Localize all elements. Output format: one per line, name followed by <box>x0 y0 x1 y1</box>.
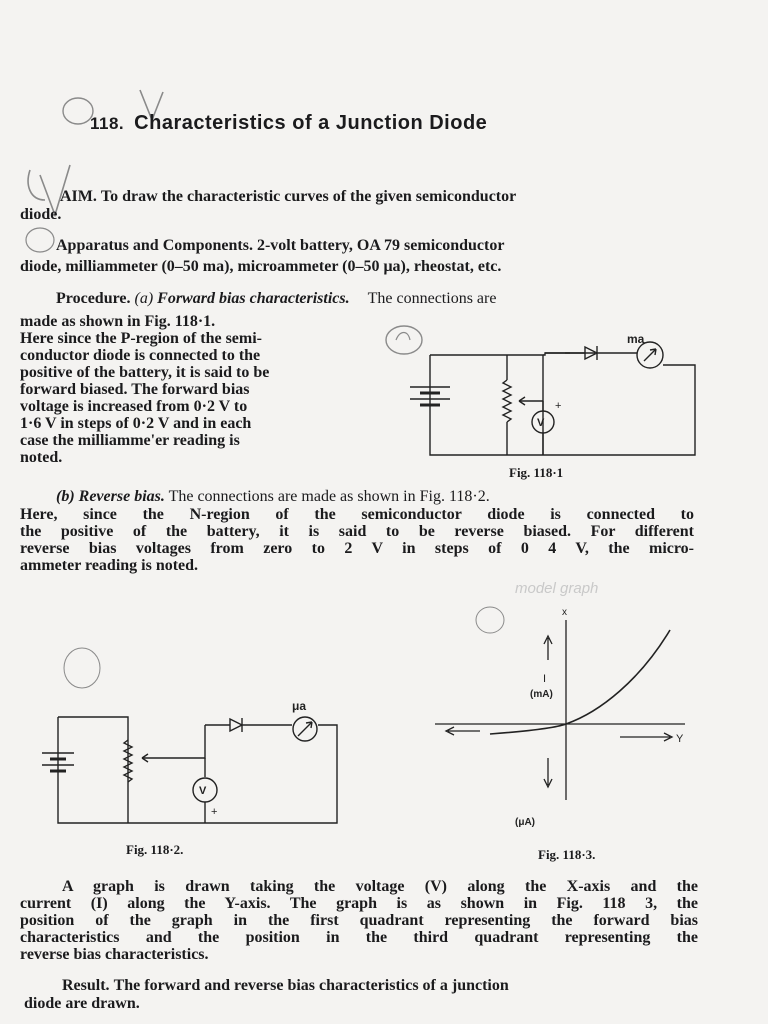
page-title <box>90 112 487 135</box>
reverse-line: the positive of the battery, it is said to be reverse biased. For different <box>20 523 694 540</box>
right-arrow <box>620 733 672 741</box>
reverse-subtitle: Reverse bias. <box>78 488 165 505</box>
characteristic-curve <box>490 630 670 734</box>
diode-icon <box>230 719 242 731</box>
aim-label: AIM. <box>60 188 97 205</box>
graph-paragraph <box>20 878 698 963</box>
apparatus-line-2: diode, milliammeter (0–50 ma), microammeter (0–50 μa), rheostat, etc. <box>20 258 502 275</box>
svg-text:+: + <box>555 400 562 412</box>
procedure-line-1: Procedure. (a) Forward bias characteristics. The connections are <box>56 290 497 307</box>
circle-mark-title <box>63 98 93 124</box>
procedure-line: voltage is increased from 0·2 V to <box>20 398 248 415</box>
graph-label-y: Y <box>676 733 684 745</box>
procedure-line: positive of the battery, it is said to be <box>20 364 270 381</box>
result-line-1: Result. The forward and reverse bias characteristics of a junction <box>62 977 509 994</box>
graph-label-i: I <box>543 673 547 685</box>
graph-line: reverse bias characteristics. <box>20 946 209 963</box>
aim-line-1 <box>60 188 690 205</box>
circle-mark-fig2 <box>64 648 100 688</box>
circle-mark-apparatus <box>26 228 54 252</box>
result-label: Result. <box>62 977 110 994</box>
graph-line: characteristics and the position in the third quadrant representing the <box>20 929 698 946</box>
procedure-line: noted. <box>20 449 63 466</box>
reverse-body <box>20 506 694 574</box>
left-arrow <box>446 727 480 735</box>
section-number: 118. <box>90 114 125 133</box>
fig-118-1-circuit <box>395 325 705 470</box>
procedure-label: Procedure. <box>56 290 131 307</box>
procedure-line: Here since the P-region of the semi- <box>20 330 263 347</box>
apparatus-line-1 <box>56 237 692 254</box>
fig1-ma-label: ma <box>627 332 645 346</box>
result-line-2: diode are drawn. <box>24 995 140 1012</box>
aim-text: To draw the characteristic curves of the given semiconductor <box>100 188 517 205</box>
graph-label-ma: (mA) <box>530 689 553 700</box>
graph-label-ua: (μA) <box>515 817 535 828</box>
aim-line-2: diode. <box>20 206 62 223</box>
pencil-note: model graph <box>515 580 599 597</box>
fig-118-1-caption: Fig. 118·1 <box>509 465 564 480</box>
procedure-body <box>20 313 372 466</box>
svg-text:+: + <box>211 806 218 818</box>
procedure-line: forward biased. The forward bias <box>20 381 250 398</box>
procedure-line: 1·6 V in steps of 0·2 V and in each <box>20 415 252 432</box>
fig-118-3-graph <box>430 600 710 835</box>
title-text: Characteristics of a Junction Diode <box>134 112 488 134</box>
fig-118-2-caption: Fig. 118·2. <box>126 842 184 857</box>
fig-118-2-circuit <box>30 695 350 835</box>
procedure-line: case the milliamme'er reading is <box>20 432 240 449</box>
graph-line: current (I) along the Y-axis. The graph is as shown in Fig. 118 3, the <box>20 895 698 912</box>
fig2-ua-label: μa <box>292 699 307 713</box>
reverse-line: Here, since the N-region of the semiconductor diode is connected to <box>20 506 694 523</box>
graph-line: position of the graph in the first quadrant representing the forward bias <box>20 912 698 929</box>
fig2-v-label: V <box>199 785 207 797</box>
reverse-line-1: (b) Reverse bias. The connections are made as shown in Fig. 118·2. <box>56 488 490 505</box>
apparatus-text: 2-volt battery, OA 79 semiconductor <box>256 237 505 254</box>
rheostat-icon <box>503 380 511 422</box>
reverse-line: ammeter reading is noted. <box>20 557 199 574</box>
procedure-line: conductor diode is connected to the <box>20 347 261 364</box>
procedure-line: made as shown in Fig. 118·1. <box>20 313 216 330</box>
graph-label-x: x <box>562 607 567 618</box>
procedure-subtitle: Forward bias characteristics. <box>157 290 350 307</box>
graph-line: A graph is drawn taking the voltage (V) along the X-axis and the <box>62 878 698 895</box>
fig-118-3-caption: Fig. 118·3. <box>538 847 596 862</box>
apparatus-label: Apparatus and Components. <box>56 237 253 254</box>
down-arrow <box>544 758 552 787</box>
fig1-v-label: V <box>537 417 545 429</box>
up-arrow <box>544 636 552 660</box>
reverse-line: reverse bias voltages from zero to 2 V in steps of 0 4 V, the micro- <box>20 540 694 557</box>
